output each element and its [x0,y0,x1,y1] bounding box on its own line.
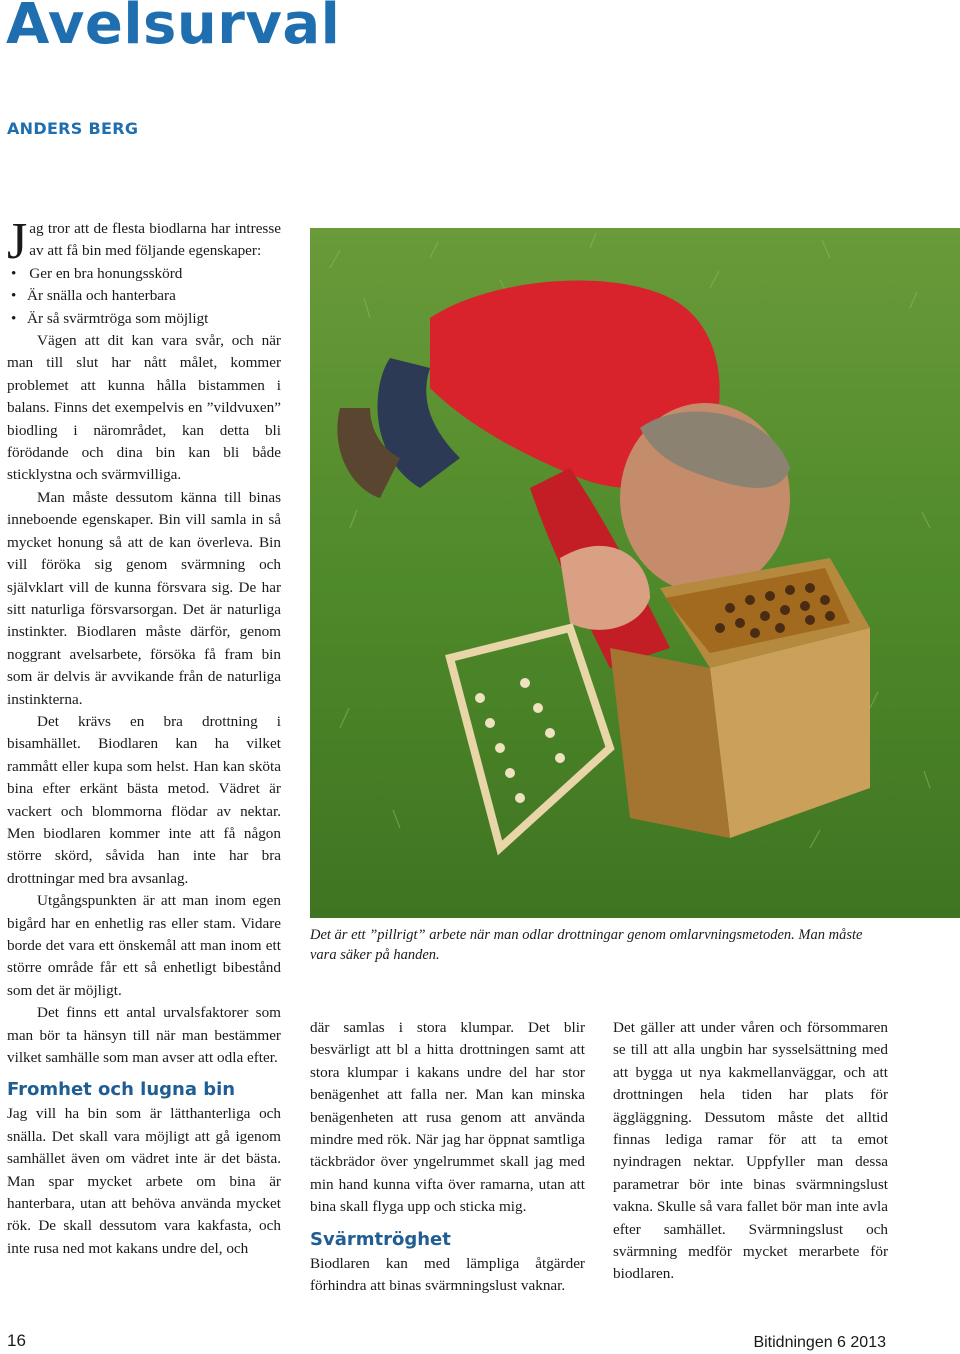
body-paragraph: Det krävs en bra drottning i bisamhället. Biodlaren kan ha vilket rammått eller kupa som helst. Han kan sköta bina efter erkänt bästa metod. Vädret är vackert och blommorna flödar av nektar. Men biodlaren kommer inte att få någon större skörd, såvida han inte har bra drottningar med bra avsanlag. [7,712,281,887]
body-paragraph: Jag vill ha bin som är lätthanterliga och snälla. Det skall vara möjligt att gå igenom samhället även om vädret inte är det bästa. Man spar mycket arbete om bina är hanterbara, utan att behöva använda mycket rök. De skall dessutom vara kakfasta, och inte rusa ned mot kakans undre del, och [7,1105,281,1257]
section-heading-fromhet: Fromhet och lugna bin [7,1079,236,1101]
body-paragraph: Det gäller att under våren och försommaren se till att alla ungbin har sysselsättning med att bygga ut nya kakmellanväggar, och att drottningen hela tiden har plats för äggläggning. Dessutom måste det alltid finnas lediga ramar för att ta emot nyindragen nektar. Uppfyller man dessa parametrar bör inte binas svärmningslust vakna. Skulle så vara fallet bör man inte avla efter samhället. Svärmningslust och svärmning medför mycket merarbete för biodlaren. [613,1019,888,1283]
body-paragraph: Vägen att dit kan vara svår, och när man till slut har nått målet, kommer problemet att kunna hålla bistammen i balans. Finns det exempelvis en ”vildvuxen” biodling i närområdet, kan detta bli förödande och dina bin kan bli både sticklystna och svärmvilliga. [7,332,281,484]
body-paragraph: Det finns ett antal urvalsfaktorer som man bör ta hänsyn till när man bestämmer vilket samhälle som man avser att odla efter. [7,1004,281,1067]
intro-paragraph [7,213,281,270]
bullet-list [7,263,281,330]
page-number: 16 [7,1331,26,1350]
article-column-1 [7,213,281,1260]
drop-cap: J [7,213,28,270]
beekeeper-photo [310,228,960,918]
magazine-issue: Bitidningen 6 2013 [753,1334,886,1351]
section-heading-svarmtroghet: Svärmtröghet [310,1228,451,1250]
body-paragraph: Man måste dessutom känna till binas inneboende egenskaper. Bin vill samla in så mycket honung så att de kan överleva. Bin vill föröka sig genom svärmning och självklart vill de kunna försvara sig. De har sitt naturliga försvarsorgan. Det är naturliga instinkter. Biodlaren måste därför, genom noggrant avelsarbete, försöka få fram bin som är delvis är avvikande från de naturliga instinkterna. [7,488,281,708]
page-title: Avelsurval [6,0,341,57]
body-paragraph: Utgångspunkten är att man inom egen bigård har en enhetlig ras eller stam. Vidare borde det vara ett önskemål att man inom ett större område får ett så enhetligt bibestånd som det är möjligt. [7,892,281,999]
photo-caption: Det är ett ”pillrigt” arbete när man odlar drottningar genom omlarvningsmetoden. Man måste vara säker på handen. [310,927,863,963]
bullet-item: • Är snälla och hanterbara [27,285,281,307]
article-column-3 [613,1017,888,1286]
bullet-item: • Ger en bra honungsskörd [27,263,281,285]
intro-text: ag tror att de flesta biodlarna har intresse av att få bin med följande egenskaper: [29,220,281,260]
photo-illustration [310,228,960,918]
bullet-item: • Är så svärmtröga som möjligt [27,308,281,330]
body-paragraph: där samlas i stora klumpar. Det blir besvärligt att bl a hitta drottningen samt att stora klumpar i kakans undre del har stor benägenhet att falla ner. Man kan minska benägenheten att rusa genom att använda mindre med rök. När jag har öppnat samtliga täckbrädor över yngelrummet skall jag med min hand kunna vifta över ramarna, utan att bina skall flyga upp och sticka mig. [310,1019,585,1216]
article-column-2 [310,1017,585,1297]
body-paragraph: Biodlaren kan med lämpliga åtgärder förhindra att binas svärmningslust vaknar. [310,1254,585,1295]
author-byline: ANDERS BERG [7,119,139,138]
